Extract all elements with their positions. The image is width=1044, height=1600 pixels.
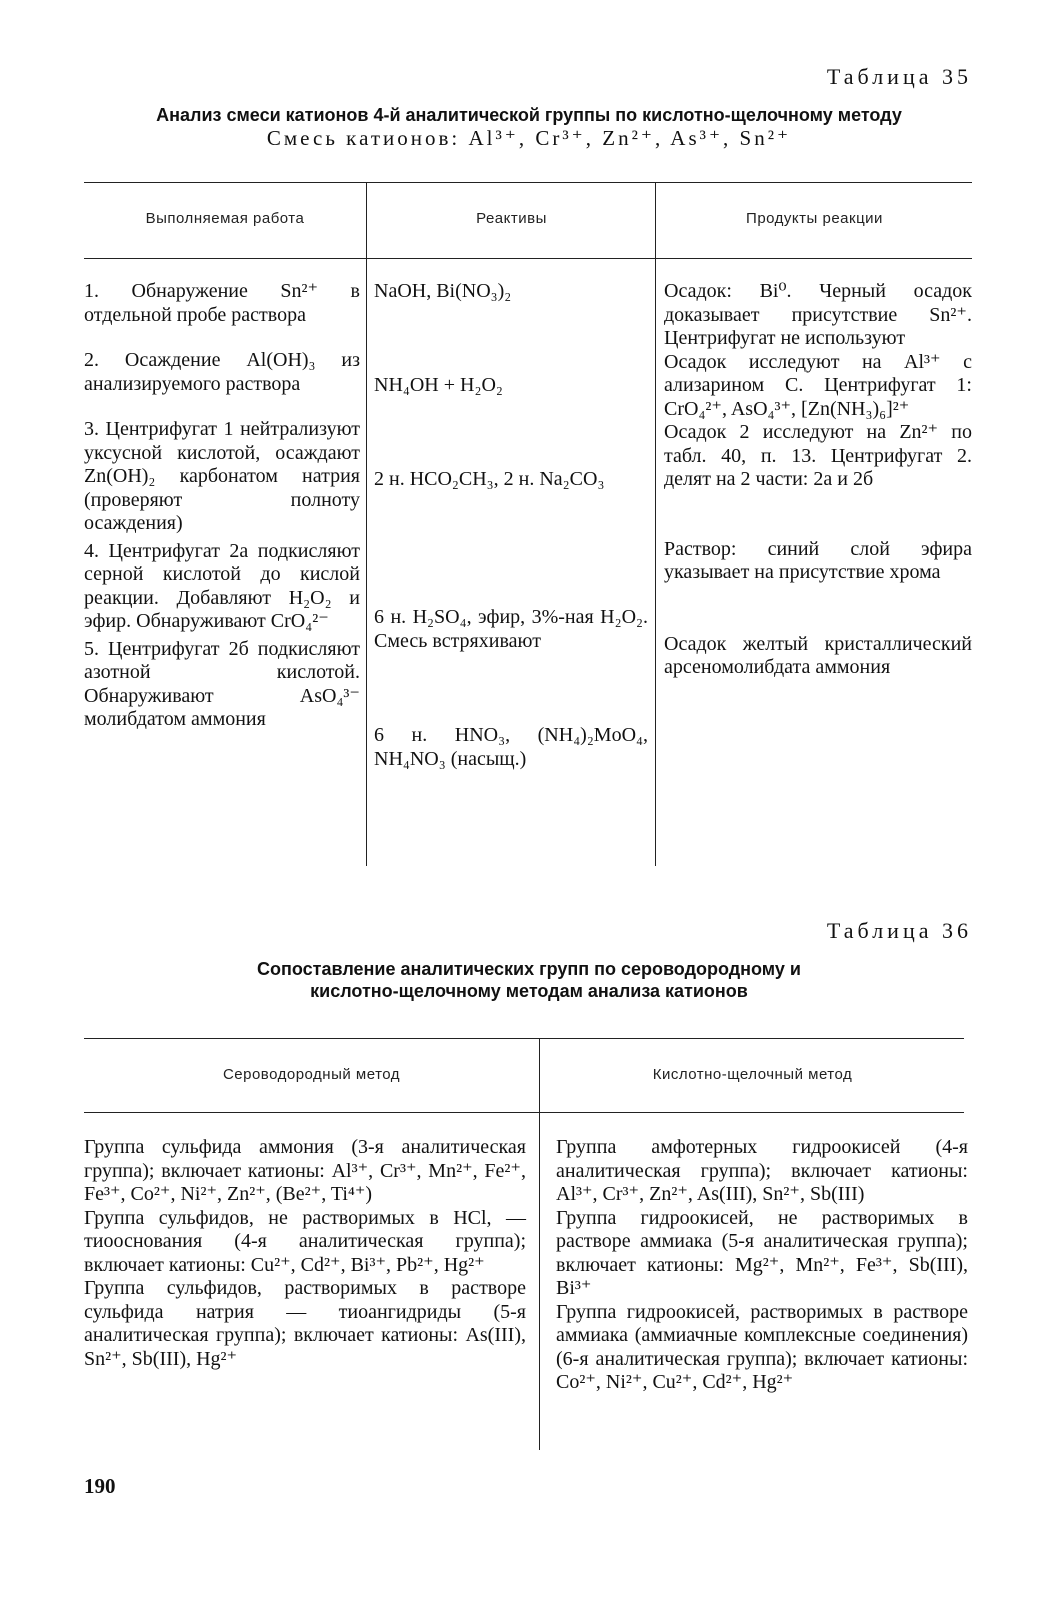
table-35-top-rule xyxy=(84,182,972,183)
table-35-header-products: Продукты реакции xyxy=(746,210,883,227)
table-35-caption: Анализ смеси катионов 4-й аналитической группы по кислотно-щелочному методу xyxy=(156,105,902,125)
table-36-top-rule xyxy=(84,1038,964,1039)
table-36-header-rule xyxy=(84,1112,964,1113)
table-36-right-group-2: Группа гидроокисей, не растворимых в растворе аммиака (5-я аналитическая группа); включает катионы: Mg²⁺, Mn²⁺, Fe³⁺, Sb(III), Bi³⁺ xyxy=(556,1206,968,1299)
page-number: 190 xyxy=(84,1474,116,1498)
table-35-row-4-products: Раствор: синий слой эфира указывает на присутствие хрома xyxy=(664,537,972,583)
table-35-header-work: Выполняемая работа xyxy=(145,210,305,227)
table-35-row-3-work: 3. Центрифугат 1 нейтрализуют уксусной кислотой, осаждают Zn(OH)₂ карбонатом натрия (проверяют полноту осаждения) xyxy=(84,418,360,534)
table-35-row-2-work: 2. Осаждение Al(OH)₃ из анализируемого раствора xyxy=(84,349,360,395)
table-35-row-1-products: Осадок: Bi⁰. Черный осадок доказывает присутствие Sn²⁺. Центрифугат не используют xyxy=(664,280,972,349)
table-35-row-5-products: Осадок желтый кристаллический арсеномолибдата аммония xyxy=(664,632,972,678)
table-36-right-column xyxy=(556,1136,968,1395)
table-35-col-divider-2 xyxy=(655,182,656,866)
table-36-header-acid-base: Кислотно-щелочный метод xyxy=(652,1066,853,1083)
table-35-label: Таблица 35 xyxy=(826,64,972,89)
table-36-right-group-3: Группа гидроокисей, растворимых в растворе аммиака (аммиачные комплексные соединения) (6-я аналитическая группа); включает катионы: Co²⁺, Ni²⁺, Cu²⁺, Cd²⁺, Hg²⁺ xyxy=(556,1300,968,1393)
table-35-row-1-reagents: NaOH, Bi(NO₃)₂ xyxy=(374,280,512,302)
table-35-row-1-work: 1. Обнаружение Sn²⁺ в отдельной пробе раствора xyxy=(84,280,360,326)
table-35-row-3-reagents: 2 н. HCO₂CH₃, 2 н. Na₂CO₃ xyxy=(374,468,605,490)
table-35-row-4-work: 4. Центрифугат 2а подкисляют серной кислотой до кислой реакции. Добавляют H₂O₂ и эфир. Обнаруживают CrO₄²⁻ xyxy=(84,539,360,632)
table-36-left-column xyxy=(84,1136,526,1371)
table-35-row-3-products: Осадок 2 исследуют на Zn²⁺ по табл. 40, п. 13. Центрифугат 2. делят на 2 части: 2а и 2б xyxy=(664,421,972,490)
table-36-header-hydrogen-sulfide: Сероводородный метод xyxy=(222,1066,401,1083)
table-36-label: Таблица 36 xyxy=(826,918,972,943)
table-35-row-5-reagents: 6 н. HNO₃, (NH₄)₂MoO₄, NH₄NO₃ (насыщ.) xyxy=(374,724,648,770)
table-36-left-group-2: Группа сульфидов, не растворимых в HCl, — тиооснования (4-я аналитическая группа); включает катионы: Cu²⁺, Cd²⁺, Bi³⁺, Pb²⁺, Hg²⁺ xyxy=(84,1206,526,1276)
table-36-left-group-1: Группа сульфида аммония (3-я аналитическая группа); включает катионы: Al³⁺, Cr³⁺, Mn²⁺, Fe²⁺, Fe³⁺, Co²⁺, Ni²⁺, Zn²⁺, (Be²⁺, Ti⁴⁺) xyxy=(84,1136,526,1205)
table-35-row-4-reagents: 6 н. H₂SO₄, эфир, 3%-ная H₂O₂. Смесь встряхивают xyxy=(374,606,648,652)
table-36-caption-line-1: Сопоставление аналитических групп по сероводородному и xyxy=(257,959,801,979)
table-36-caption-line-2: кислотно-щелочному методам анализа катионов xyxy=(310,981,748,1001)
table-36-right-group-1: Группа амфотерных гидроокисей (4-я аналитическая группа); включает катионы: Al³⁺, Cr³⁺, Zn²⁺, As(III), Sn²⁺, Sb(III) xyxy=(556,1136,968,1205)
table-35-header-rule xyxy=(84,258,972,259)
table-36-left-group-3: Группа сульфидов, растворимых в растворе сульфида натрия — тиоангидриды (5-я аналитическая группа); включает катионы: As(III), Sn²⁺, Sb(III), Hg²⁺ xyxy=(84,1277,526,1370)
table-36-col-divider xyxy=(539,1038,540,1450)
table-35-row-5-work: 5. Центрифугат 2б подкисляют азотной кислотой. Обнаруживают AsO₄³⁻ молибдатом аммония xyxy=(84,637,360,730)
table-35-work-column xyxy=(84,280,360,732)
table-35-subtitle: Смесь катионов: Al³⁺, Cr³⁺, Zn²⁺, As³⁺, Sn²⁺ xyxy=(266,126,792,150)
table-35-header-reagents: Реактивы xyxy=(476,210,547,227)
table-35-products-column xyxy=(664,280,972,680)
table-35-col-divider-1 xyxy=(366,182,367,866)
table-35-row-2-products: Осадок исследуют на Al³⁺ с ализарином С. Центрифугат 1: CrO₄²⁺, AsO₄³⁺, [Zn(NH₃)₆]²⁺ xyxy=(664,350,972,420)
table-35-row-2-reagents: NH₄OH + H₂O₂ xyxy=(374,374,503,396)
